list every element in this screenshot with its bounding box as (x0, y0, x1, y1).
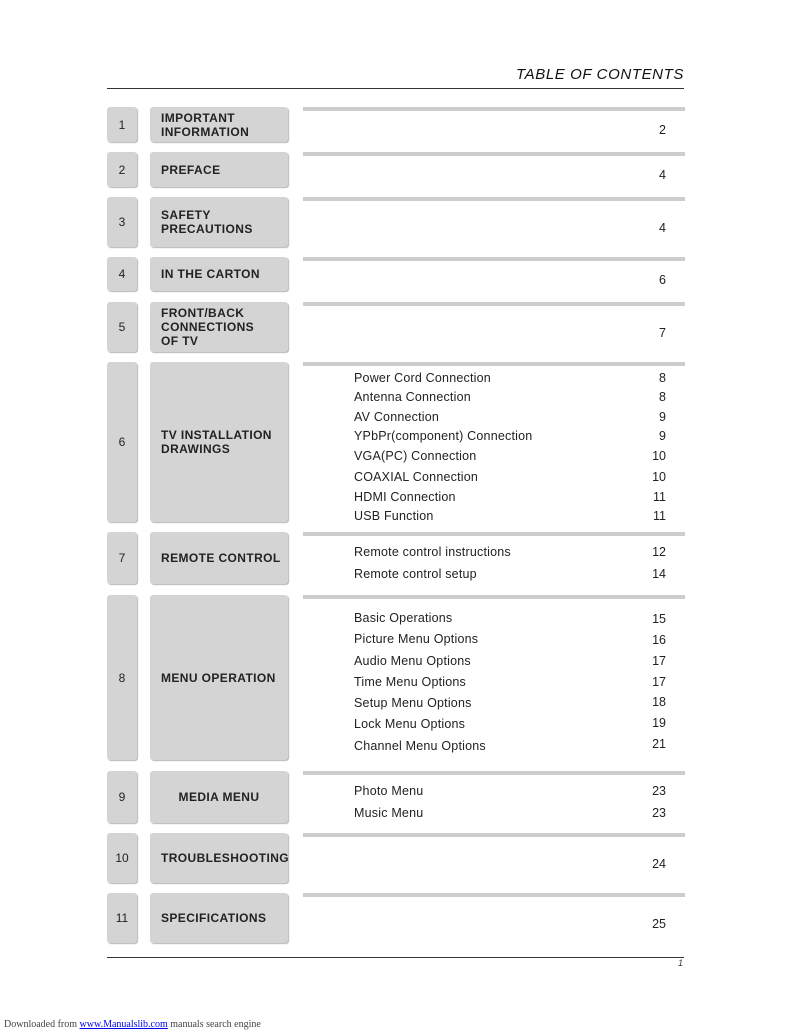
section-divider-bar (303, 197, 685, 201)
section-number-box: 7 (107, 532, 137, 584)
section-title-box: PREFACE (150, 152, 288, 187)
toc-entry-label: Channel Menu Options (354, 739, 486, 753)
section-page-number: 4 (659, 168, 666, 182)
toc-section-8 (0, 595, 800, 760)
section-divider-bar (303, 107, 685, 111)
header-rule (107, 88, 684, 89)
toc-section-4 (0, 257, 800, 291)
section-divider-bar (303, 893, 685, 897)
section-number-box: 11 (107, 893, 137, 943)
section-title-box: SAFETY PRECAUTIONS (150, 197, 288, 247)
section-divider-bar (303, 532, 685, 536)
toc-entry-label: Remote control instructions (354, 545, 511, 559)
toc-section-2 (0, 152, 800, 187)
section-number-box: 1 (107, 107, 137, 142)
toc-entry-label: Audio Menu Options (354, 654, 471, 668)
toc-entry-page: 10 (652, 470, 666, 484)
section-page-number: 6 (659, 273, 666, 287)
toc-entry-page: 10 (652, 449, 666, 463)
section-divider-bar (303, 771, 685, 775)
toc-section-1 (0, 107, 800, 142)
section-divider-bar (303, 833, 685, 837)
toc-section-3 (0, 197, 800, 247)
footer-prefix: Downloaded from (4, 1019, 80, 1030)
toc-entry-page: 9 (659, 410, 666, 424)
toc-entry-page: 9 (659, 429, 666, 443)
section-divider-bar (303, 302, 685, 306)
section-number-box: 3 (107, 197, 137, 247)
section-page-number: 25 (652, 917, 666, 931)
toc-section-9 (0, 771, 800, 823)
page-title: TABLE OF CONTENTS (515, 66, 684, 83)
toc-entry-label: Remote control setup (354, 567, 477, 581)
section-title-box: FRONT/BACK CONNECTIONS OF TV (150, 302, 288, 352)
toc-entry-label: Time Menu Options (354, 675, 467, 689)
section-number-box: 9 (107, 771, 137, 823)
toc-entry-page: 23 (652, 784, 666, 798)
section-title-box: MENU OPERATION (150, 595, 288, 760)
toc-entry-label: YPbPr(component) Connection (354, 429, 533, 443)
toc-entry-label: Picture Menu Options (354, 632, 479, 646)
toc-entry-page: 15 (652, 612, 666, 626)
toc-entry-page: 8 (659, 390, 666, 404)
toc-entry-page: 11 (653, 490, 666, 504)
section-page-number: 4 (659, 221, 666, 235)
toc-entry-label: USB Function (354, 509, 434, 523)
section-divider-bar (303, 362, 685, 366)
section-divider-bar (303, 152, 685, 156)
toc-entry-page: 23 (652, 806, 666, 820)
toc-entry-page: 12 (652, 545, 666, 559)
toc-entry-label: Lock Menu Options (354, 717, 466, 731)
toc-entry-label: Music Menu (354, 806, 424, 820)
toc-entry-label: Power Cord Connection (354, 371, 491, 385)
section-number-box: 4 (107, 257, 137, 291)
section-title-box: TV INSTALLATION DRAWINGS (150, 362, 288, 522)
page-number: 1 (678, 958, 684, 968)
section-page-number: 2 (659, 123, 666, 137)
toc-entry-page: 17 (652, 654, 666, 668)
download-footer (4, 1019, 261, 1030)
toc-section-7 (0, 532, 800, 584)
manualslib-link[interactable]: www.Manualslib.com (79, 1019, 168, 1030)
toc-entry-label: HDMI Connection (354, 490, 456, 504)
section-title-box: MEDIA MENU (150, 771, 288, 823)
toc-entry-page: 8 (659, 371, 666, 385)
section-title-box: SPECIFICATIONS (150, 893, 288, 943)
toc-entry-page: 11 (653, 509, 666, 523)
toc-section-6 (0, 362, 800, 522)
footer-suffix: manuals search engine (167, 1019, 261, 1030)
toc-entry-label: Antenna Connection (354, 390, 471, 404)
toc-entry-page: 14 (652, 567, 666, 581)
section-number-box: 10 (107, 833, 137, 883)
section-title-box: IN THE CARTON (150, 257, 288, 291)
toc-entry-page: 21 (652, 737, 666, 751)
toc-section-11 (0, 893, 800, 943)
section-number-box: 8 (107, 595, 137, 760)
toc-entry-label: Basic Operations (354, 611, 453, 625)
toc-section-10 (0, 833, 800, 883)
section-title-box: TROUBLESHOOTING (150, 833, 288, 883)
section-divider-bar (303, 595, 685, 599)
toc-section-5 (0, 302, 800, 352)
toc-entry-page: 19 (652, 716, 666, 730)
section-page-number: 7 (659, 326, 666, 340)
toc-entry-label: VGA(PC) Connection (354, 449, 477, 463)
section-page-number: 24 (652, 857, 666, 871)
toc-entry-label: Photo Menu (354, 784, 424, 798)
toc-entry-label: COAXIAL Connection (354, 470, 479, 484)
toc-entry-page: 16 (652, 633, 666, 647)
toc-entry-page: 17 (652, 675, 666, 689)
footer-rule (107, 957, 684, 958)
section-title-box: REMOTE CONTROL (150, 532, 288, 584)
section-number-box: 5 (107, 302, 137, 352)
toc-entry-label: AV Connection (354, 410, 440, 424)
section-number-box: 6 (107, 362, 137, 522)
section-divider-bar (303, 257, 685, 261)
toc-entry-page: 18 (652, 695, 666, 709)
toc-entry-label: Setup Menu Options (354, 696, 472, 710)
section-title-box: IMPORTANT INFORMATION (150, 107, 288, 142)
section-number-box: 2 (107, 152, 137, 187)
